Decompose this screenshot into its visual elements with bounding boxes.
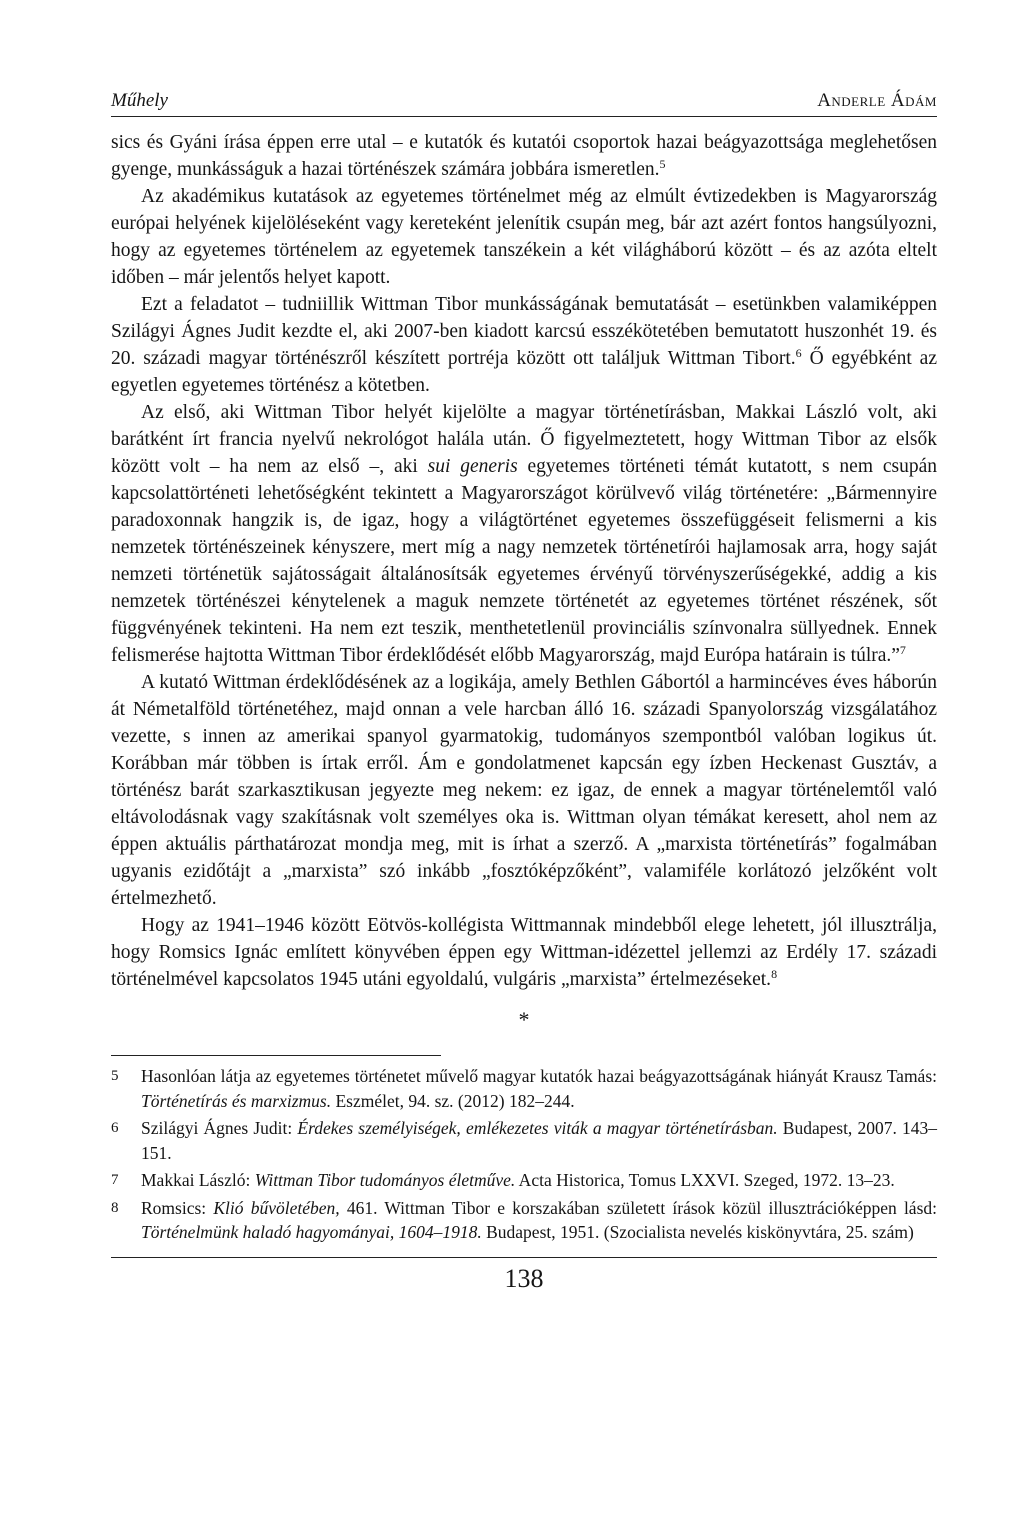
paragraph-4: Az első, aki Wittman Tibor helyét kijelölte a magyar történetírásban, Makkai László volt, aki barátként írt francia nyelvű nekrológot halála után. Ő figyelmeztetett, hogy Wittman Tibor az elsők között volt – ha nem az első –, aki sui generis egyetemes történeti témát kutatott, s nem csupán kapcsolattörténeti lehetőségként tekintett a Magyarországot körülvevő világ történetére: „Bármennyire paradoxonnak hangzik is, de igaz, hogy a világtörténet egyetemes összefüggéseit felismerni a kis nemzetek történészeinek kényszere, mert míg a nagy nemzetek történetírói hajlamosak arra, hogy saját nemzeti történetük sajátosságait általánosítsák egyetemes érvényű törvényszerűségekké, addig a kis nemzetek történészei kénytelenek a maguk nemzete történetét az egyetemes történet részének, sőt függvényének tekinteni. Ha nem ezt teszik, menthetetlenül provinciális színvonalra süllyednek. Ennek felismerése hajtotta Wittman Tibor érdeklődését előbb Magyarország, majd Európa határain is túlra.”$^7$ — [111, 402, 937, 666]
author-name: Anderle Ádám — [817, 90, 937, 111]
document-page — [111, 90, 937, 1294]
latin-phrase: sui generis — [427, 456, 518, 477]
section-title: Műhely — [111, 90, 168, 111]
paragraph-6: Hogy az 1941–1946 között Eötvös-kollégista Wittmannak mindebből elege lehetett, jól illusztrálja, hogy Romsics Ignác említett könyvében éppen egy Wittman-idézettel jellemzi az Erdély 17. századi történelmével kapcsolatos 1945 utáni egyoldalú, vulgáris „marxista” értelmezéseket.$^8$ — [111, 915, 937, 990]
paragraph-2: Az akadémikus kutatások az egyetemes történelmet még az elmúlt évtizedekben is Magyarország európai helyének kijelöléseként vagy kereteként jelenítik csupán meg, bár azt azért fontos hangsúlyozni, hogy az egyetemes történelem az egyetemek tanszékein a két világháború között – és az azóta eltelt időben – már jelentős helyet kapott. — [111, 186, 937, 288]
footnote-ref-6[interactable]: 6 — [795, 346, 802, 360]
footnote-8: 8 Romsics: Klió bűvöletében, 461. Wittman Tibor e korszakában született írások közül illusztrációképpen lásd: Történelmünk haladó hagyományai, 1604–1918. Budapest, 1951. (Szocialista nevelés kiskönyvtára, 25. szám) — [111, 1197, 937, 1242]
footnote-number: 5 — [111, 1068, 119, 1084]
footnote-number: 7 — [111, 1172, 119, 1188]
footnote-separator — [111, 1055, 441, 1056]
bottom-rule — [111, 1257, 937, 1258]
footnote-number: 6 — [111, 1120, 119, 1136]
footnote-ref-7[interactable]: 7 — [899, 643, 906, 657]
page-number: 138 — [504, 1263, 544, 1293]
footnote-ref-5[interactable]: 5 — [659, 157, 666, 171]
footnote-number: 8 — [111, 1199, 119, 1216]
running-header — [111, 90, 937, 117]
footnote-5: 5 Hasonlóan látja az egyetemes történetet művelő magyar kutatók hazai beágyazottságának hiányát Krausz Tamás: Történetírás és marxizmus. Eszmélet, 94. sz. (2012) 182–244. — [111, 1066, 937, 1111]
paragraph-1: sics és Gyáni írása éppen erre utal – e kutatók és kutatói csoportok hazai beágyazottsága meglehetősen gyenge, munkásságuk a hazai történészek számára jobbára ismeretlen.$^5$ — [111, 132, 937, 180]
body-text — [111, 129, 937, 993]
paragraph-5: A kutató Wittman érdeklődésének az a logikája, amely Bethlen Gábortól a harmincéves éves háborún át Németalföld történetéhez, majd onnan a vele harcban álló 16. századi Spanyolország vizsgálatához vezette, s innen az amerikai spanyol gyarmatokig, tudományos szempontból valóban logikus út. Korábban már többen is írtak erről. Ám e gondolatmenet kapcsán egy ízben Heckenast Gusztáv, a történész barát szarkasztikusan jegyezte meg nekem: ez igaz, de ennek a magyar történelemtől való eltávolodásnak vagy szakításnak volt személyes oka is. Wittman olyan témákat keresett, ahol nem az éppen aktuális párthatározat mondja meg, mit is írhat a szerző. A „marxista történetírás” fogalmában ugyanis ezidőtájt a „marxista” szó inkább „fosztóképzőként”, valamiféle korlátozó jelzőként volt értelmezhető. — [111, 672, 937, 909]
footnotes — [111, 1064, 937, 1245]
footnote-7: 7 Makkai László: Wittman Tibor tudományos életműve. Acta Historica, Tomus LXXVI. Szeged, 1972. 13–23. — [111, 1168, 937, 1193]
paragraph-3: Ezt a feladatot – tudniillik Wittman Tibor munkásságának bemutatását – esetünkben valamiképpen Szilágyi Ágnes Judit kezdte el, aki 2007-ben kiadott karcsú esszékötetében bemutatott huszonhét 19. és 20. századi magyar történészről készített portréja között ott találjuk Wittman Tibort.$^6$ Ő egyébként az egyetlen egyetemes történész a kötetben. — [111, 294, 937, 396]
footnote-6: 6 Szilágyi Ágnes Judit: Érdekes személyiségek, emlékezetes viták a magyar történetírásban. Budapest, 2007. 143–151. — [111, 1118, 937, 1163]
footnote-ref-8[interactable]: 8 — [771, 967, 778, 981]
section-break-asterisk: * — [518, 1007, 530, 1032]
